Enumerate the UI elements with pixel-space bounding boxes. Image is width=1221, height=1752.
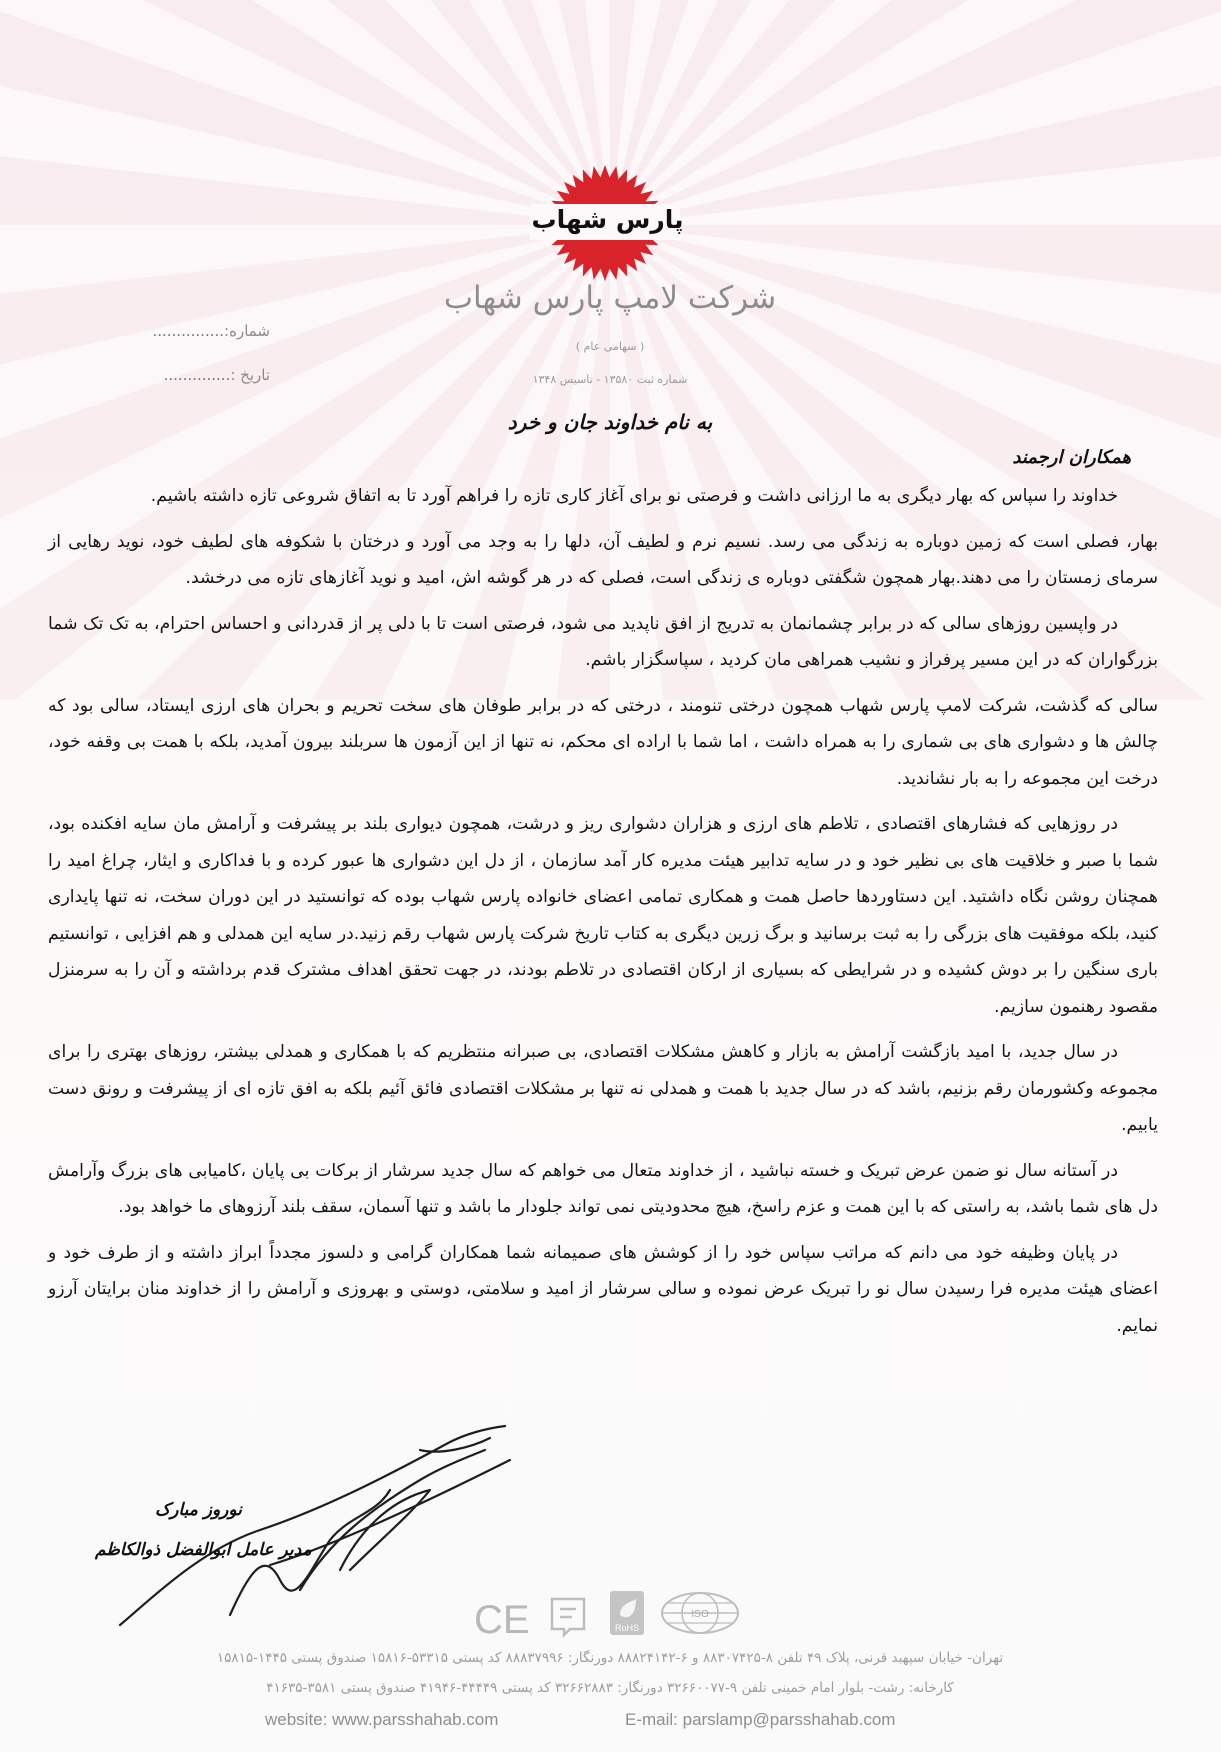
document-seal-icon — [552, 1599, 584, 1635]
letter-body — [48, 478, 1158, 1353]
registration-number: شماره ثبت ۱۳۵۸۰ - تاسیس ۱۳۴۸ — [532, 373, 688, 386]
paragraph-2: بهار، فصلی است که زمین دوباره به زندگی می رسد. نسیم نرم و لطیف آن، دلها را به وجد می آورد و درختان با شکوفه های لطیف خود، نوید رهایی از سرمای زمستان را می دهند.بهار همچون شگفتی دوباره ی زندگی است، فصلی که در هر گوشه اش، امید و نوید آغازهای تازه می درخشد. — [48, 531, 1158, 588]
footer-email: E-mail: parslamp@parsshahab.com — [625, 1710, 896, 1729]
ce-mark-icon: CE — [474, 1598, 530, 1642]
footer-website: website: www.parsshahab.com — [265, 1710, 499, 1729]
rohs-label: RoHS — [614, 1623, 640, 1633]
company-name: شرکت لامپ پارس شهاب — [443, 280, 777, 316]
letter-date-value: .............. — [163, 366, 231, 384]
paragraph-6: در سال جدید، با امید بازگشت آرامش به بازار و کاهش مشکلات اقتصادی، بی صبرانه منتظریم که با همکاری و همدلی بیشتر، روزهای بهتری را برای مجموعه وکشورمان رقم بزنیم، باشد که در سال جدید با همت و همدلی نه تنها بر مشکلات اقتصادی فائق آئیم بلکه به افق تازه ای از پیشرفت و رونق دست یابیم. — [48, 1042, 1158, 1135]
letter-number-value: ............... — [152, 322, 225, 340]
letter-heading: به نام خداوند جان و خرد — [507, 410, 713, 434]
handwritten-signature — [90, 1420, 530, 1640]
paragraph-5: در روزهایی که فشارهای اقتصادی ، تلاطم های ارزی و هزاران دشواری ریز و درشت، همچون دیواری بلند بر پیشرفت و آرامش مان سایه افکنده بود، شما با صبر و خلاقیت های بی نظیر خود و در سایه تدابیر هیئت مدیره کار آمد سازمان ، از دل این دشواری ها عبور کرده و با فداکاری و ایثار، چراغ امید را همچنان روشن نگاه داشتید. این دستاوردها حاصل همت و همکاری تمامی اعضای خانواده پارس شهاب بوده که توانستید در این دوران سخت، نه تنها پایداری کنید، بلکه موفقیت های بزرگی را به ثبت برسانید و برگ زرین دیگری به کتاب تاریخ شرکت پارس شهاب رقم زنید.در سایه این همدلی و هم افزایی ، توانستیم باری سنگین را بر دوش کشیده و در شرایطی که بسیاری از ارکان اقتصادی در تلاطم بودند، در جهت تحقق اهداف مشترک قدم برداشته و آن را به سرمنزل مقصود رهنمون سازیم. — [48, 814, 1158, 1017]
signer-title: مدیر عامل ابوالفضل ذوالکاظم — [95, 1540, 312, 1560]
paragraph-3: در واپسین روزهای سالی که در برابر چشمانمان به تدریج از افق ناپدید می شود، فرصتی است تا با دلی پر از قدردانی و احساس احترام، به تک تک شما بزرگواران که در این مسیر پرفراز و نشیب همراهی مان کردید ، سپاسگزار باشم. — [48, 613, 1158, 670]
iso-label: ISO — [691, 1609, 709, 1620]
salutation: همکاران ارجمند — [1012, 447, 1131, 468]
paragraph-1: خداوند را سپاس که بهار دیگری به ما ارزانی داشت و فرصتی نو برای آغاز کاری تازه را فراهم آورد تا به اتفاق شروعی تازه داشته باشیم. — [150, 486, 1118, 506]
letter-number — [100, 322, 270, 340]
logo-text: پارس شهاب — [531, 205, 684, 234]
paragraph-7: در آستانه سال نو ضمن عرض تبریک و خسته نباشید ، از خداوند متعال می خواهم که سال جدید سرشار از برکات بی پایان ،کامیابی های بزرگ وآرامش دل های شما باشد، به راستی که با این همت و عزم راسخ، هیچ محدودیتی نمی تواند جلودار ما باشد و تنها آسمان، سقف بلند آرزوهای ما خواهد بود. — [48, 1160, 1158, 1217]
paragraph-4: سالی که گذشت، شرکت لامپ پارس شهاب همچون درختی تنومند ، درختی که در برابر طوفان های سخت تحریم و بحران های ارزی ایستاد، سالی بود که چالش ها و دشواری های بی شماری را به همراه داشت ، اما شما با اراده ای محکم، نه تنها از این آزمون ها سربلند بیرون آمدید، بلکه با همت بی وقفه خود، درخت این مجموعه را به بار نشاندید. — [48, 695, 1158, 789]
footer-factory-address: کارخانه: رشت- بلوار امام خمینی تلفن ۹-۳۲۶۶۰۰۷۷ دورنگار: ۳۲۶۶۲۸۸۳ کد پستی ۴۴۴۴۹-۴۱۹۴۶ صندوق پستی ۳۵۸۱-۴۱۶۳۵ — [266, 1680, 954, 1696]
iso-globe-icon — [662, 1593, 738, 1633]
letter-date-label: تاریخ : — [230, 366, 270, 384]
company-type: ( سهامی عام ) — [575, 340, 645, 353]
letter-number-label: شماره: — [224, 322, 270, 340]
closing-greeting: نوروز مبارک — [155, 1500, 242, 1520]
rohs-icon — [610, 1591, 644, 1635]
footer-office-address: تهران- خیابان سپهبد قرنی، پلاک ۴۹ تلفن ۸-۸۸۳۰۷۴۲۵ و ۶-۸۸۸۲۴۱۴۲ دورنگار: ۸۸۸۳۷۹۹۶ کد پستی ۵۳۳۱۵-۱۵۸۱۶ صندوق پستی ۱۴۴۵-۱۵۸۱۵ — [216, 1650, 1004, 1666]
paragraph-8: در پایان وظیفه خود می دانم که مراتب سپاس خود را از کوشش های صمیمانه شما همکاران گرامی و دلسوز مجدداً ابراز داشته و از طرف خود و اعضای هیئت مدیره فرا رسیدن سال نو را تبریک عرض نموده و سالی سرشار از امید و سلامتی، دوستی و بهروزی و آرامش را از خداوند منان برایتان آرزو نمایم. — [48, 1242, 1158, 1336]
letter-date — [100, 366, 270, 384]
certification-badges — [470, 1585, 760, 1645]
